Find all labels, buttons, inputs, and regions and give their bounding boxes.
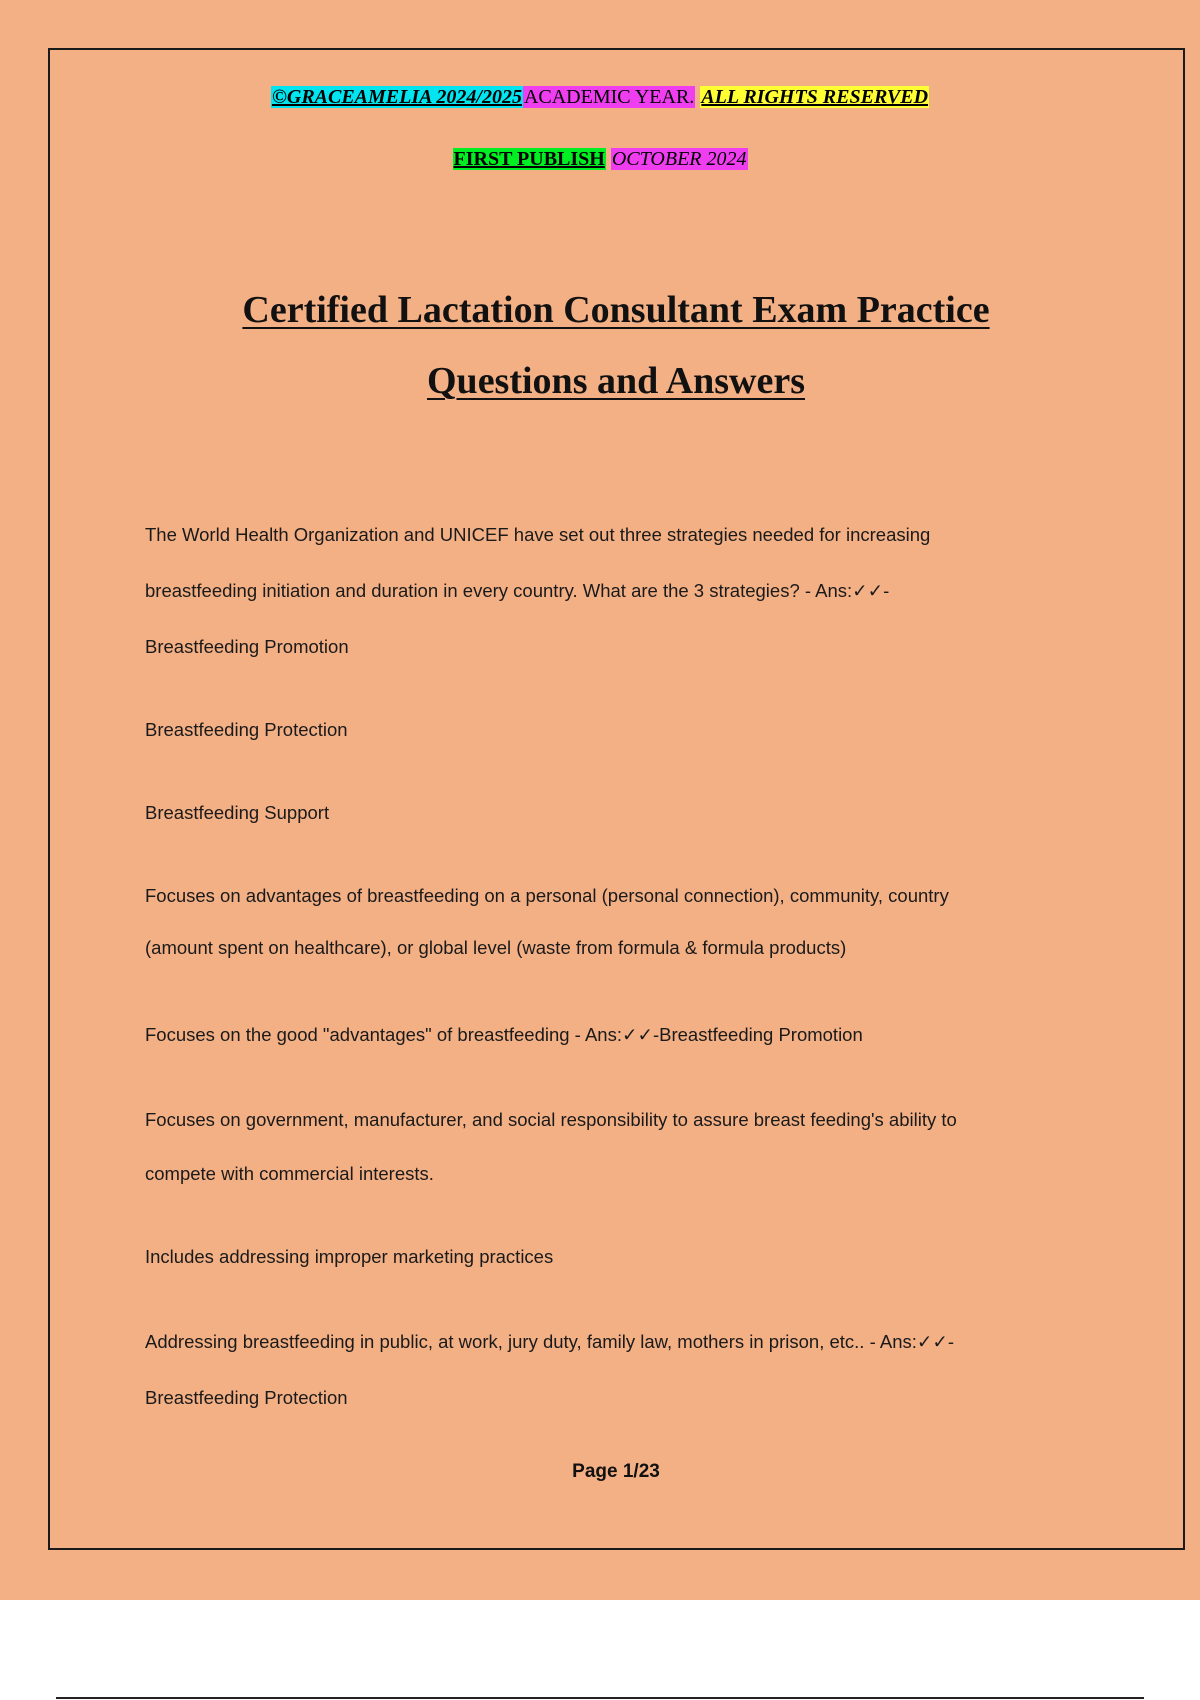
- content-line: Focuses on the good "advantages" of breastfeeding - Ans:✓✓-Breastfeeding Promotion: [145, 1024, 863, 1045]
- rights-reserved-text: ALL RIGHTS RESERVED: [701, 86, 929, 108]
- publish-date-text: OCTOBER 2024: [611, 148, 747, 170]
- page-number: Page 1/23: [572, 1461, 660, 1482]
- content-line: Focuses on government, manufacturer, and social responsibility to assure breast feeding's ability to: [145, 1109, 957, 1130]
- copyright-header: [0, 84, 1200, 110]
- content-line: Includes addressing improper marketing practices: [145, 1246, 554, 1267]
- content-line: Breastfeeding Support: [145, 802, 330, 823]
- document-title-line-1: Certified Lactation Consultant Exam Practice: [242, 289, 990, 331]
- content-line: breastfeeding initiation and duration in every country. What are the 3 strategies? - Ans:✓✓-: [145, 580, 890, 601]
- next-page-divider: [56, 1697, 1144, 1699]
- content-line: Breastfeeding Protection: [145, 1387, 348, 1408]
- content-line: compete with commercial interests.: [145, 1163, 434, 1184]
- copyright-text: ©GRACEAMELIA 2024/2025: [271, 86, 522, 108]
- academic-year-text: ACADEMIC YEAR.: [523, 86, 695, 108]
- page-border: [48, 48, 1185, 1550]
- content-line: Breastfeeding Promotion: [145, 636, 349, 657]
- content-line: (amount spent on healthcare), or global level (waste from formula & formula products): [145, 937, 847, 958]
- publish-header: [0, 146, 1200, 172]
- document-title-line-2: Questions and Answers: [427, 360, 805, 402]
- content-line: Breastfeeding Protection: [145, 719, 348, 740]
- first-publish-text: FIRST PUBLISH: [453, 148, 605, 170]
- content-line: Focuses on advantages of breastfeeding on a personal (personal connection), community, country: [145, 885, 949, 906]
- content-line: Addressing breastfeeding in public, at work, jury duty, family law, mothers in prison, etc.. - Ans:✓✓-: [145, 1331, 955, 1352]
- content-line: The World Health Organization and UNICEF have set out three strategies needed for increasing: [145, 524, 931, 545]
